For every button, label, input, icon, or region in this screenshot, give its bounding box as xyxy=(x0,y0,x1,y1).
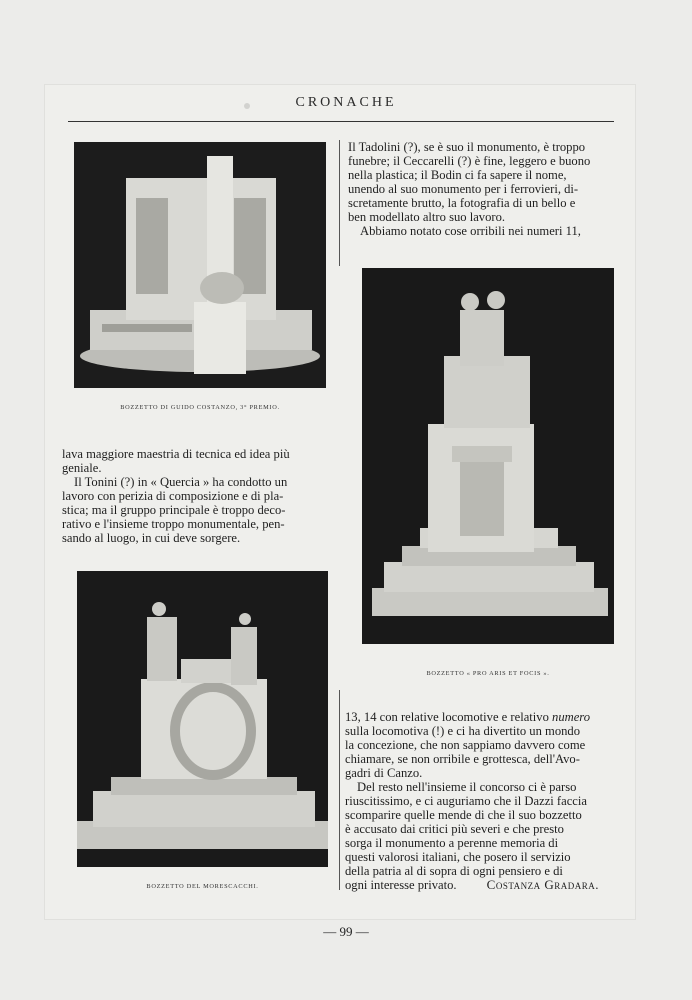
right-top-paragraph xyxy=(348,140,616,238)
photo-pro-aris-monument xyxy=(362,268,614,644)
text-line xyxy=(345,710,615,724)
right-bottom-paragraph xyxy=(345,710,615,892)
running-header: CRONACHE xyxy=(295,95,397,110)
author-signature: Costanza Gradara. xyxy=(486,877,599,892)
text-line: gadri di Canzo. xyxy=(345,766,423,780)
text-line: ben modellato altro suo lavoro. xyxy=(348,210,506,224)
text-line: sorga il monumento a perenne memoria di xyxy=(345,836,559,850)
text-line: unendo al suo monumento per i ferrovieri, di- xyxy=(348,182,579,196)
caption-photo-2: BOZZETTO « PRO ARIS ET FOCIS ». xyxy=(426,670,550,677)
text-line: chiamare, se non orribile e grottesca, dell'Avo- xyxy=(345,752,580,766)
text-line: lavoro con perizia di composizione e di pla- xyxy=(62,489,284,503)
text-line: sulla locomotiva (!) e ci ha divertito un mondo xyxy=(345,724,581,738)
header-rule xyxy=(68,121,614,122)
text-line: Il Tadolini (?), se è suo il monumento, è troppo xyxy=(348,140,586,154)
italic-word: numero xyxy=(552,710,591,724)
column-divider-top xyxy=(339,140,340,266)
text-segment: 13, 14 con relative locomotive e relativo xyxy=(345,710,553,724)
text-line: stica; ma il gruppo principale è troppo deco- xyxy=(62,503,286,517)
left-middle-paragraph xyxy=(62,447,332,545)
caption-photo-1: BOZZETTO DI GUIDO COSTANZO, 3° PREMIO. xyxy=(120,404,280,411)
text-line: la concezione, che non sappiamo davvero come xyxy=(345,738,586,752)
text-line: rativo e l'insieme troppo monumentale, pen- xyxy=(62,517,285,531)
text-line: lava maggiore maestria di tecnica ed idea più xyxy=(62,447,290,461)
caption-photo-3: BOZZETTO DEL MORESCACCHI. xyxy=(146,883,259,890)
text-line: sando al luogo, in cui deve sorgere. xyxy=(62,531,241,545)
page-number: — 99 — xyxy=(323,924,369,939)
text-line: questi valorosi italiani, che posero il servizio xyxy=(345,850,571,864)
text-line: della patria al di sopra di ogni pensiero e di xyxy=(345,864,563,878)
text-line: geniale. xyxy=(62,461,102,475)
text-line: è accusato dai critici più severi e che presto xyxy=(345,822,564,836)
text-line: funebre; il Ceccarelli (?) è fine, leggero e buono xyxy=(348,154,591,168)
photo-costanzo-monument xyxy=(74,142,326,388)
text-line: scomparire quelle mende di che il suo bozzetto xyxy=(345,808,582,822)
column-divider-bottom xyxy=(339,690,340,890)
text-line: Abbiamo notato cose orribili nei numeri 11, xyxy=(360,224,581,238)
text-line: riuscitissimo, e ci auguriamo che il Dazzi faccia xyxy=(345,794,587,808)
text-line: scretamente brutto, la fotografia di un bello e xyxy=(348,196,576,210)
text-line: ogni interesse privato. xyxy=(345,878,457,892)
text-line: Del resto nell'insieme il concorso ci è parso xyxy=(357,780,577,794)
text-line: Il Tonini (?) in « Quercia » ha condotto un xyxy=(74,475,288,489)
photo-morescacchi-monument xyxy=(77,571,328,867)
text-line: nella plastica; il Bodin ci fa sapere il nome, xyxy=(348,168,567,182)
